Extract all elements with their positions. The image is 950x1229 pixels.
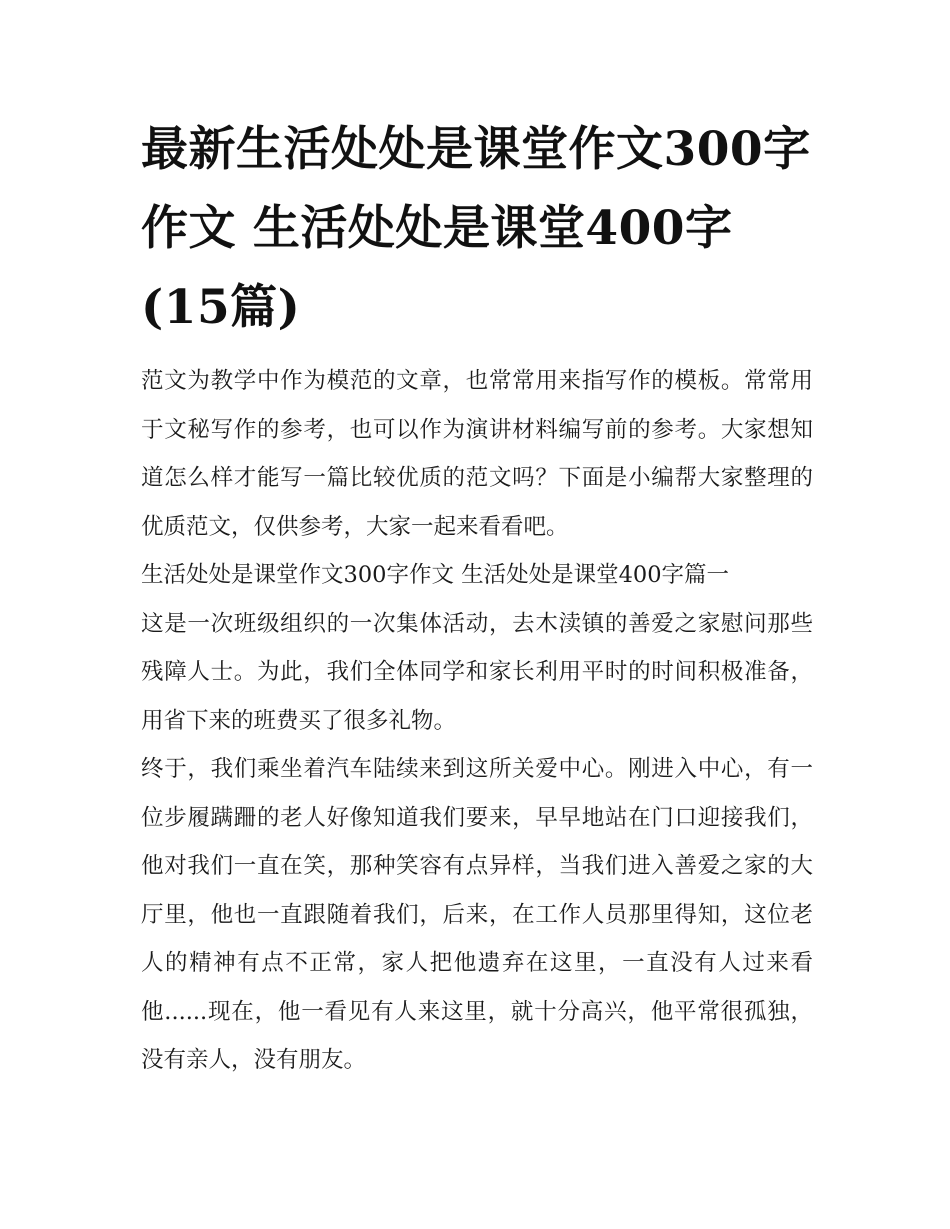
section-heading: 生活处处是课堂作文300字作文 生活处处是课堂400字篇一 (141, 562, 730, 588)
document-title: 最新生活处处是课堂作文300字作文 生活处处是课堂400字(15篇) (141, 122, 811, 335)
body-paragraph: 终于，我们乘坐着汽车陆续来到这所关爱中心。刚进入中心，有一位步履蹒跚的老人好像知道我们要来，早早地站在门口迎接我们，他对我们一直在笑，那种笑容有点异样，当我们进入善爱之家的大厅里，他也一直跟随着我们，后来，在工作人员那里得知，这位老人的精神有点不正常，家人把他遗弃在这里，一直没有人过来看他......现在，他一看见有人来这里，就十分高兴，他平常很孤独，没有亲人，没有朋友。 (141, 756, 813, 1073)
document-page (141, 110, 813, 1085)
document-body (141, 357, 813, 1085)
body-paragraph: 这是一次班级组织的一次集体活动，去木渎镇的善爱之家慰问那些残障人士。为此，我们全体同学和家长利用平时的时间积极准备，用省下来的班费买了很多礼物。 (141, 610, 813, 734)
intro-paragraph: 范文为教学中作为模范的文章，也常常用来指写作的模板。常常用于文秘写作的参考，也可以作为演讲材料编写前的参考。大家想知道怎么样才能写一篇比较优质的范文吗？下面是小编帮大家整理的优质范文，仅供参考，大家一起来看看吧。 (141, 368, 813, 540)
